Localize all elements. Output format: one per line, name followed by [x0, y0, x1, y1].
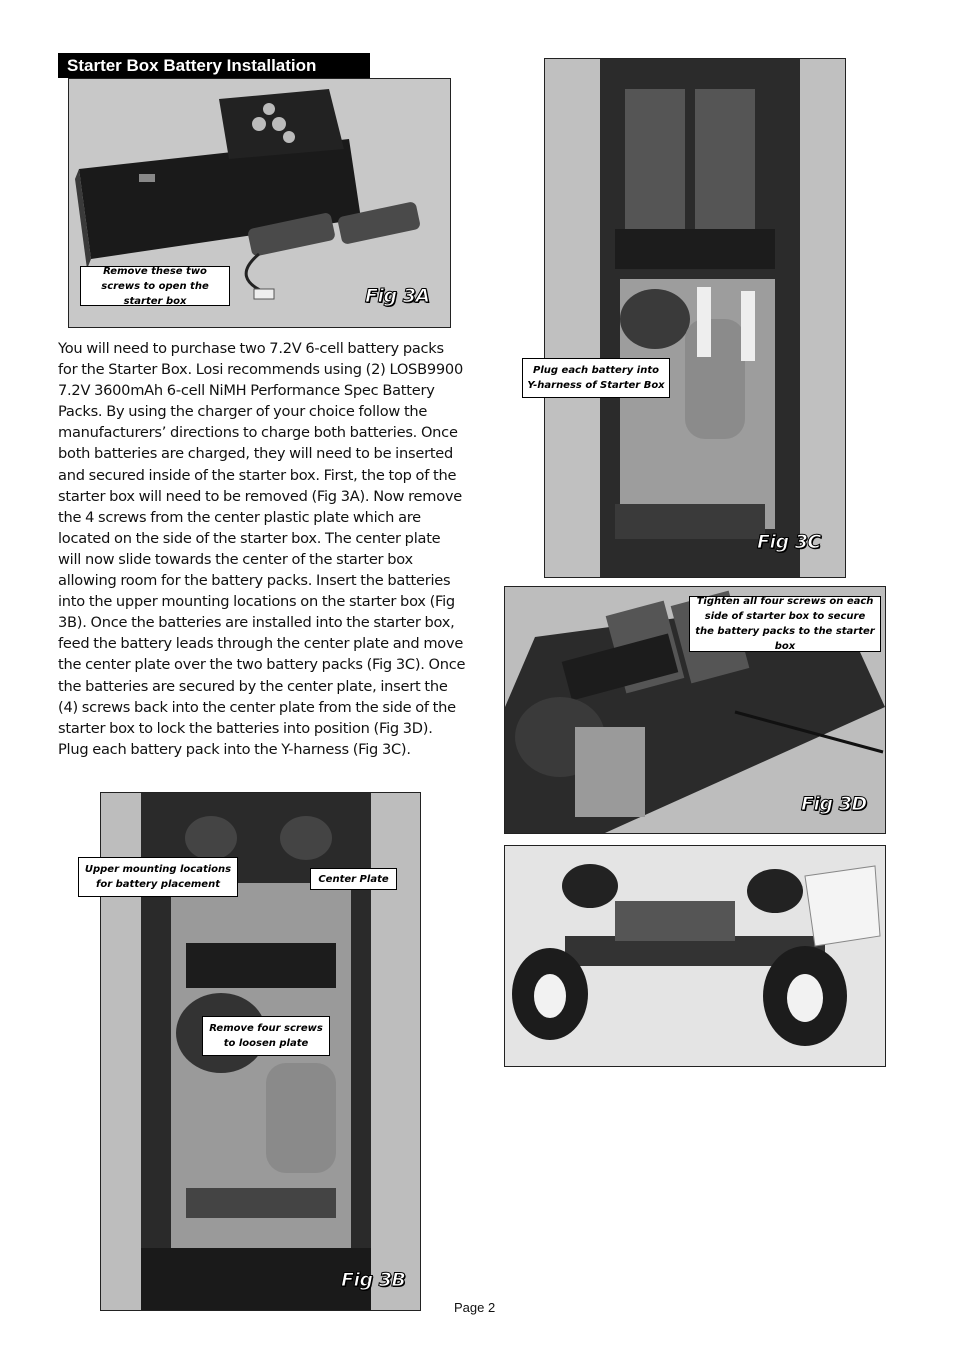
fig-3b-callout-screws: Remove four screws to loosen plate: [202, 1016, 330, 1056]
fig-3a-callout: Remove these two screws to open the starter box: [80, 266, 230, 306]
fig-3c-callout: Plug each battery into Y-harness of Starter Box: [522, 358, 670, 398]
rc-buggy-photo: [504, 845, 886, 1067]
fig-3b-photo: [84, 792, 421, 1311]
fig-3c-photo: [527, 58, 846, 578]
fig-3b-label: Fig 3B: [341, 1269, 406, 1291]
fig-3b-callout-upper: Upper mounting locations for battery placement: [78, 857, 238, 897]
fig-3b-callout-center-plate: Center Plate: [310, 868, 397, 890]
rc-buggy-illustration: [505, 846, 885, 1066]
fig-3c-label: Fig 3C: [757, 531, 821, 553]
fig-3a-label: Fig 3A: [365, 285, 430, 307]
body-paragraph: You will need to purchase two 7.2V 6-cell battery packs for the Starter Box. Losi recommends using (2) LOSB9900 7.2V 3600mAh 6-cell NiMH Performance Spec Battery Packs. By using the charger of your choice follow the manufacturers’ directions to charge both batteries. Once both batteries are charged, they will need to be inserted and secured inside of the starter box. First, the top of the starter box will need to be removed (Fig 3A). Now remove the 4 screws from the center plastic plate which are located on the side of the starter box. The center plate will now slide towards the center of the starter box allowing room for the battery packs. Insert the batteries into the upper mounting locations on the starter box (Fig 3B). Once the batteries are installed into the starter box, feed the battery leads through the center plate and move the center plate over the two battery packs (Fig 3C). Once the batteries are secured by the center plate, insert the (4) screws back into the center plate from the side of the starter box to lock the batteries into position (Fig 3D). Plug each battery pack into the Y-harness (Fig 3C).: [58, 340, 466, 758]
fig-3a-photo: [68, 78, 451, 328]
fig-3d-callout: Tighten all four screws on each side of starter box to secure the battery packs to the starter box: [689, 596, 881, 652]
fig-3d-photo: [504, 586, 886, 834]
batteries-installed-illustration: [545, 59, 845, 577]
fig-3d-label: Fig 3D: [801, 793, 867, 815]
section-title: Starter Box Battery Installation: [58, 53, 370, 78]
page-number: Page 2: [454, 1300, 496, 1315]
